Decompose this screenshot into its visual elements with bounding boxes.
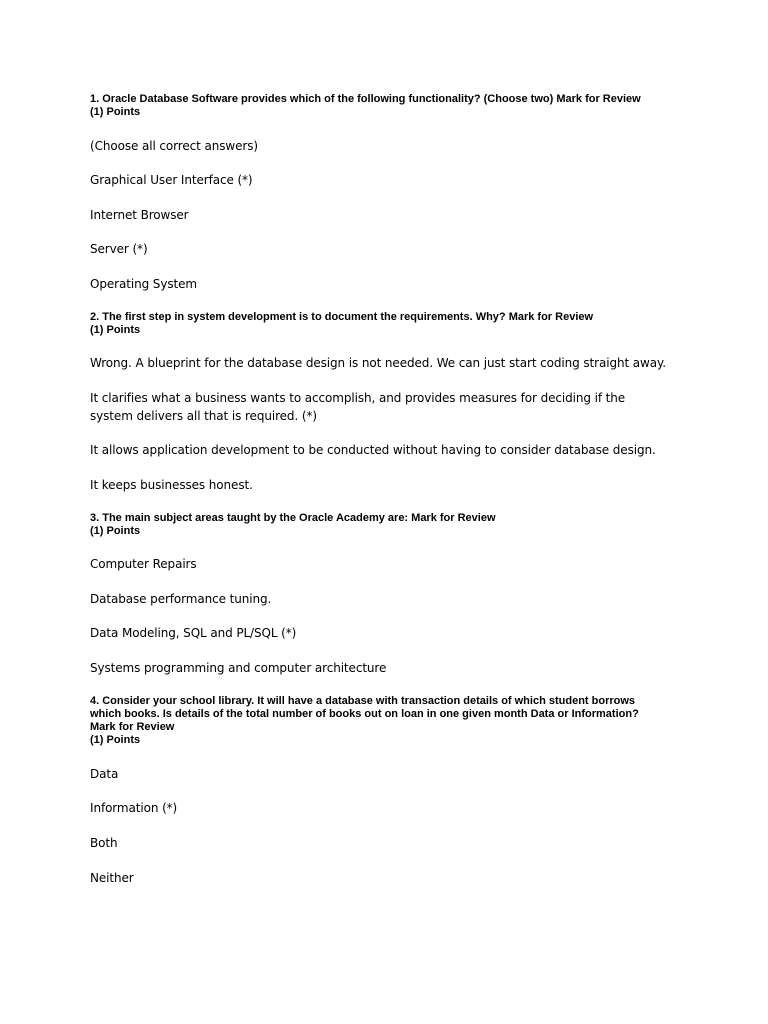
question-2 <box>90 311 690 337</box>
question-4 <box>90 695 665 747</box>
question-3-points: (1) Points <box>90 525 141 537</box>
question-2-points: (1) Points <box>90 324 141 336</box>
question-3-title: 3. The main subject areas taught by the Oracle Academy are: Mark for Review <box>90 512 496 524</box>
question-1-instruction: (Choose all correct answers) <box>90 139 258 153</box>
question-2-answer-1: Wrong. A blueprint for the database design is not needed. We can just start coding straight away. <box>90 356 667 370</box>
question-4-answer-1: Data <box>90 767 119 781</box>
question-1-answer-3: Server (*) <box>90 242 148 256</box>
question-2-title: 2. The first step in system development is to document the requirements. Why? Mark for Review <box>90 311 594 323</box>
question-1-points: (1) Points <box>90 106 141 118</box>
question-2-answer-2: It clarifies what a business wants to accomplish, and provides measures for deciding if the system delivers all that is required. (*) <box>90 391 626 423</box>
question-4-answer-2: Information (*) <box>90 801 178 815</box>
question-3-answer-3: Data Modeling, SQL and PL/SQL (*) <box>90 626 297 640</box>
question-3 <box>90 512 690 538</box>
question-1-answer-2: Internet Browser <box>90 208 189 222</box>
question-3-answer-4: Systems programming and computer architecture <box>90 661 387 675</box>
question-4-points: (1) Points <box>90 734 141 746</box>
question-1-answer-4: Operating System <box>90 277 197 291</box>
question-3-answer-1: Computer Repairs <box>90 557 197 571</box>
question-2-answer-4: It keeps businesses honest. <box>90 478 253 492</box>
question-4-answer-3: Both <box>90 836 118 850</box>
question-2-answer-3: It allows application development to be conducted without having to consider database design. <box>90 443 656 457</box>
question-1 <box>90 93 690 119</box>
question-4-title: 4. Consider your school library. It will have a database with transaction details of which student borrows which books. Is details of the total number of books out on loan in one given month Data or Information? Mark for Review <box>90 695 639 733</box>
question-4-answer-4: Neither <box>90 871 134 885</box>
question-3-answer-2: Database performance tuning. <box>90 592 272 606</box>
question-1-title: 1. Oracle Database Software provides which of the following functionality? (Choose two) Mark for Review <box>90 93 641 105</box>
question-1-answer-1: Graphical User Interface (*) <box>90 173 253 187</box>
